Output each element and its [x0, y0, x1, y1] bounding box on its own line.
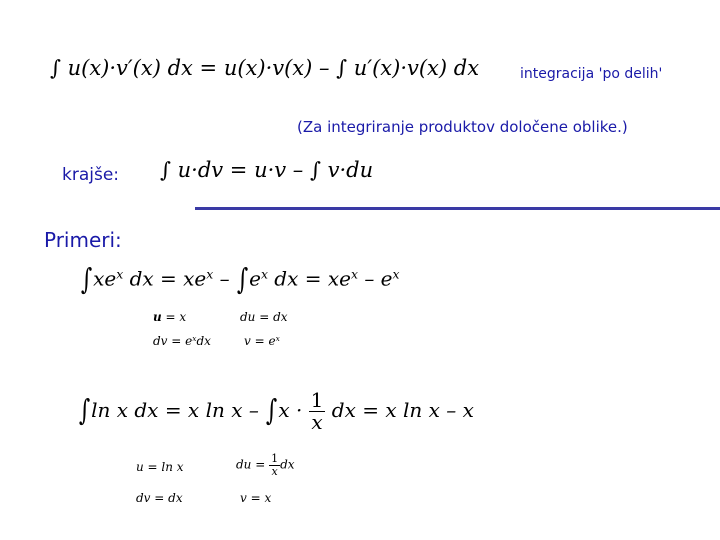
- main-formula: [50, 56, 479, 80]
- fraction: $\frac{1}{x}$: [271, 452, 279, 478]
- example1-sub-dv: dv = $e^xdx$: [153, 334, 211, 349]
- integral-sign: ∫: [80, 262, 93, 296]
- method-label: integracija 'po delih': [520, 66, 663, 82]
- example1-sub-v: $v = e^x$: [244, 334, 280, 349]
- integral-sign: ∫: [236, 262, 249, 296]
- example1-sub-du: du = dx: [240, 310, 288, 324]
- short-form-label: krajše:: [62, 165, 120, 185]
- integral-sign: ∫: [266, 393, 278, 428]
- example1-sub-u: u = x: [153, 310, 187, 324]
- note-text: (Za integriranje produktov določene oblike.): [297, 118, 628, 136]
- example2-sub-dv: dv = dx: [136, 491, 183, 505]
- example2-sub-u: u = ln x: [136, 460, 184, 474]
- main-formula-text: ∫ u(x)·v′(x) dx = u(x)·v(x) – ∫ u′(x)·v(x) dx: [50, 56, 480, 80]
- integral-sign: ∫: [78, 393, 91, 428]
- example2-sub-du: du = $\frac{1}{x}$ dx: [236, 452, 295, 478]
- divider-line: [195, 207, 720, 210]
- example1-formula: $\int xe^x$ dx = $xe^x - \int e^x$ dx = $xe^x - e^x$: [80, 262, 400, 296]
- fraction: $\frac{1}{x}$: [310, 388, 324, 434]
- examples-heading: Primeri:: [44, 228, 122, 252]
- short-form-formula: ∫ u·dv = u·v – ∫ v·du: [160, 158, 374, 182]
- example2-formula: ∫ln x dx = x ln x – ∫x · $\frac{1}{x}$ dx = x ln x – x: [78, 388, 474, 434]
- example2-sub-v: v = x: [240, 491, 272, 505]
